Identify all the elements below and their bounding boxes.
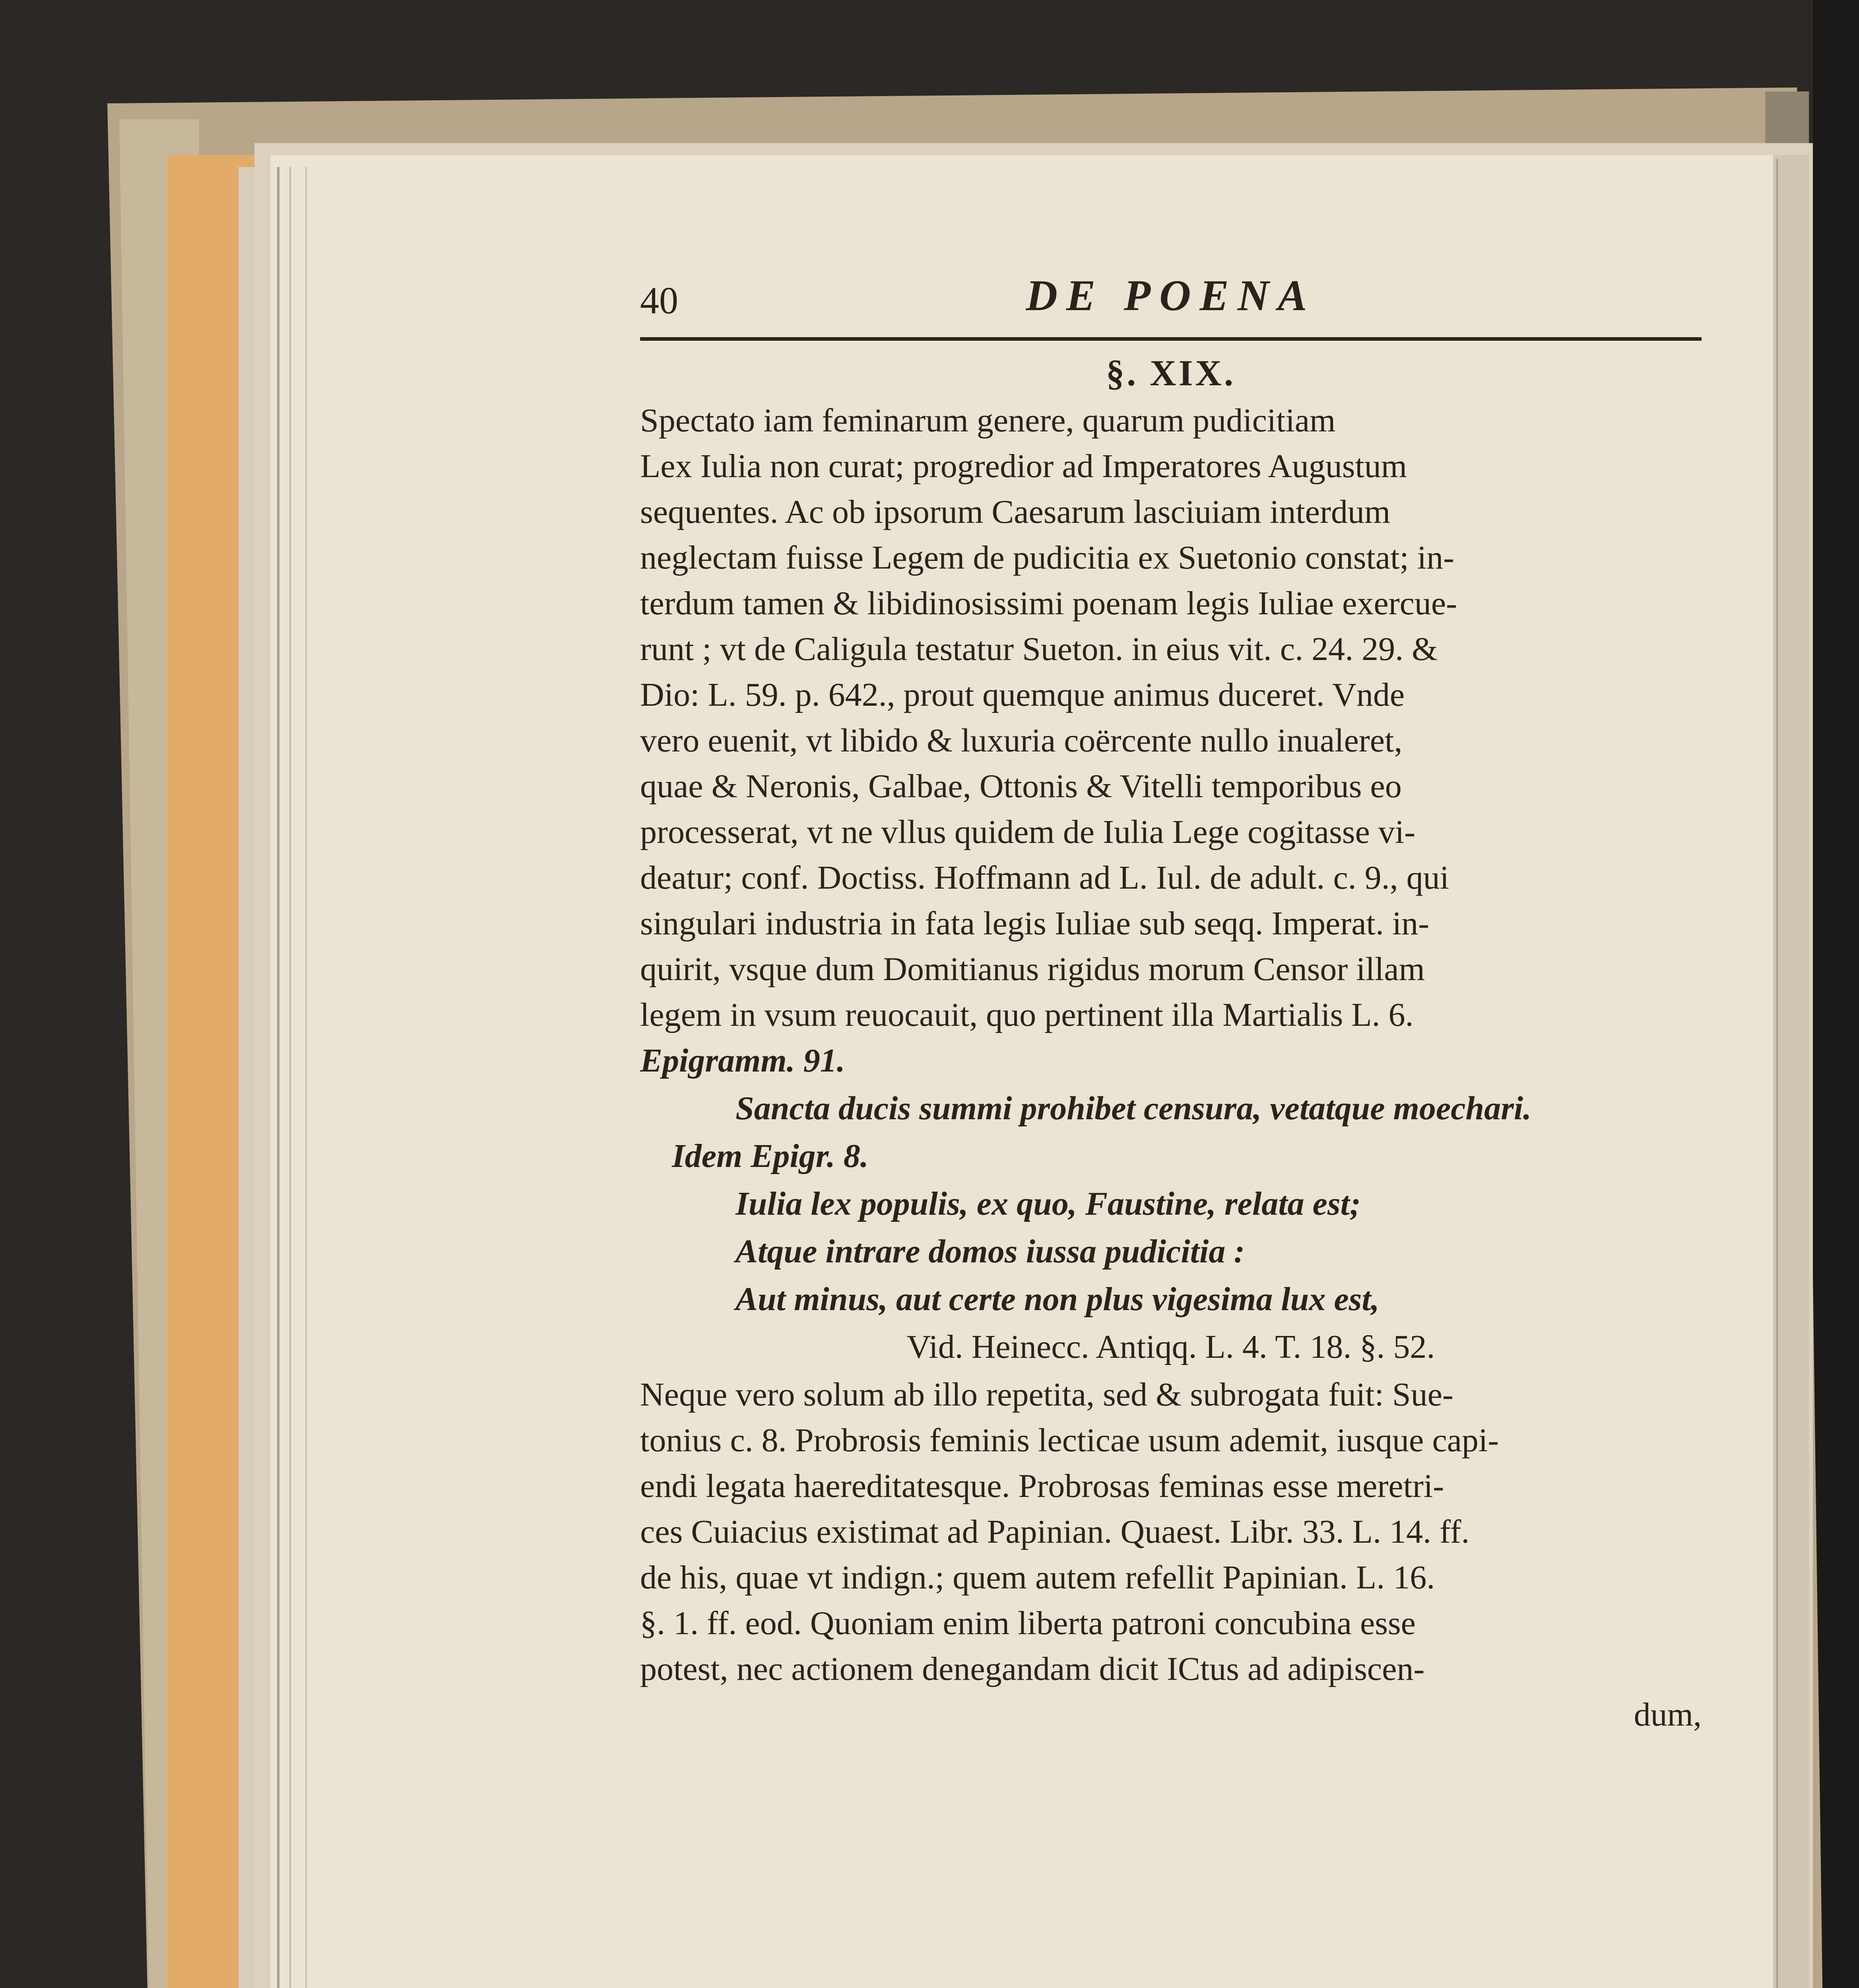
section-heading: §. XIX. <box>1106 353 1236 393</box>
page-number: 40 <box>640 279 678 322</box>
text-line: Lex Iulia non curat; progredior ad Imperatores Augustum <box>640 448 1407 485</box>
text-line: deatur; conf. Doctiss. Hoffmann ad L. Iul. de adult. c. 9., qui <box>640 859 1449 896</box>
verse-line: Aut minus, aut certe non plus vigesima lux est, <box>735 1281 1380 1318</box>
verse-line: Sancta ducis summi prohibet censura, vetatque moechari. <box>735 1090 1532 1127</box>
verse-citation: Idem Epigr. 8. <box>672 1138 869 1175</box>
book-page <box>640 262 1702 1773</box>
page-header <box>640 262 1702 326</box>
text-line: Dio: L. 59. p. 642., prout quemque animus duceret. Vnde <box>640 676 1405 713</box>
text-line: singulari industria in fata legis Iuliae sub seqq. Imperat. in- <box>640 905 1430 942</box>
text-line: tonius c. 8. Probrosis feminis lecticae usum ademit, iusque capi- <box>640 1422 1499 1459</box>
text-line: quirit, vsque dum Domitianus rigidus morum Censor illam <box>640 951 1425 988</box>
catchword: dum, <box>1634 1696 1702 1733</box>
citation-line: Vid. Heinecc. Antiqq. L. 4. T. 18. §. 52. <box>906 1328 1435 1365</box>
text-line: Spectato iam feminarum genere, quarum pudicitiam <box>640 402 1336 439</box>
text-line: neglectam fuisse Legem de pudicitia ex Suetonio constat; in- <box>640 539 1455 576</box>
text-line: Epigramm. 91. <box>640 1042 845 1079</box>
text-line: sequentes. Ac ob ipsorum Caesarum lasciuiam interdum <box>640 493 1391 530</box>
text-line: terdum tamen & libidinosissimi poenam legis Iuliae exercue- <box>640 585 1457 622</box>
text-line: de his, quae vt indign.; quem autem refellit Papinian. L. 16. <box>640 1559 1435 1596</box>
header-rule <box>640 337 1702 341</box>
text-line: quae & Neronis, Galbae, Ottonis & Vitelli temporibus eo <box>640 768 1402 805</box>
text-line: ces Cuiacius existimat ad Papinian. Quaest. Libr. 33. L. 14. ff. <box>640 1513 1470 1550</box>
text-line: Neque vero solum ab illo repetita, sed & subrogata fuit: Sue- <box>640 1376 1453 1413</box>
running-title: DE POENA <box>1026 271 1316 320</box>
text-line: endi legata haereditatesque. Probrosas feminas esse meretri- <box>640 1468 1444 1505</box>
text-line: legem in vsum reuocauit, quo pertinent illa Martialis L. 6. <box>640 996 1414 1033</box>
text-line: §. 1. ff. eod. Quoniam enim liberta patroni concubina esse <box>640 1605 1416 1642</box>
verse-line: Iulia lex populis, ex quo, Faustine, relata est; <box>735 1185 1361 1222</box>
text-line: vero euenit, vt libido & luxuria coërcente nullo inualeret, <box>640 722 1403 759</box>
text-line: processerat, vt ne vllus quidem de Iulia Lege cogitasse vi- <box>640 813 1416 850</box>
text-line: potest, nec actionem denegandam dicit ICtus ad adipiscen- <box>640 1650 1425 1687</box>
verse-line: Atque intrare domos iussa pudicitia : <box>735 1233 1245 1270</box>
text-line: runt ; vt de Caligula testatur Sueton. in eius vit. c. 24. 29. & <box>640 631 1438 668</box>
